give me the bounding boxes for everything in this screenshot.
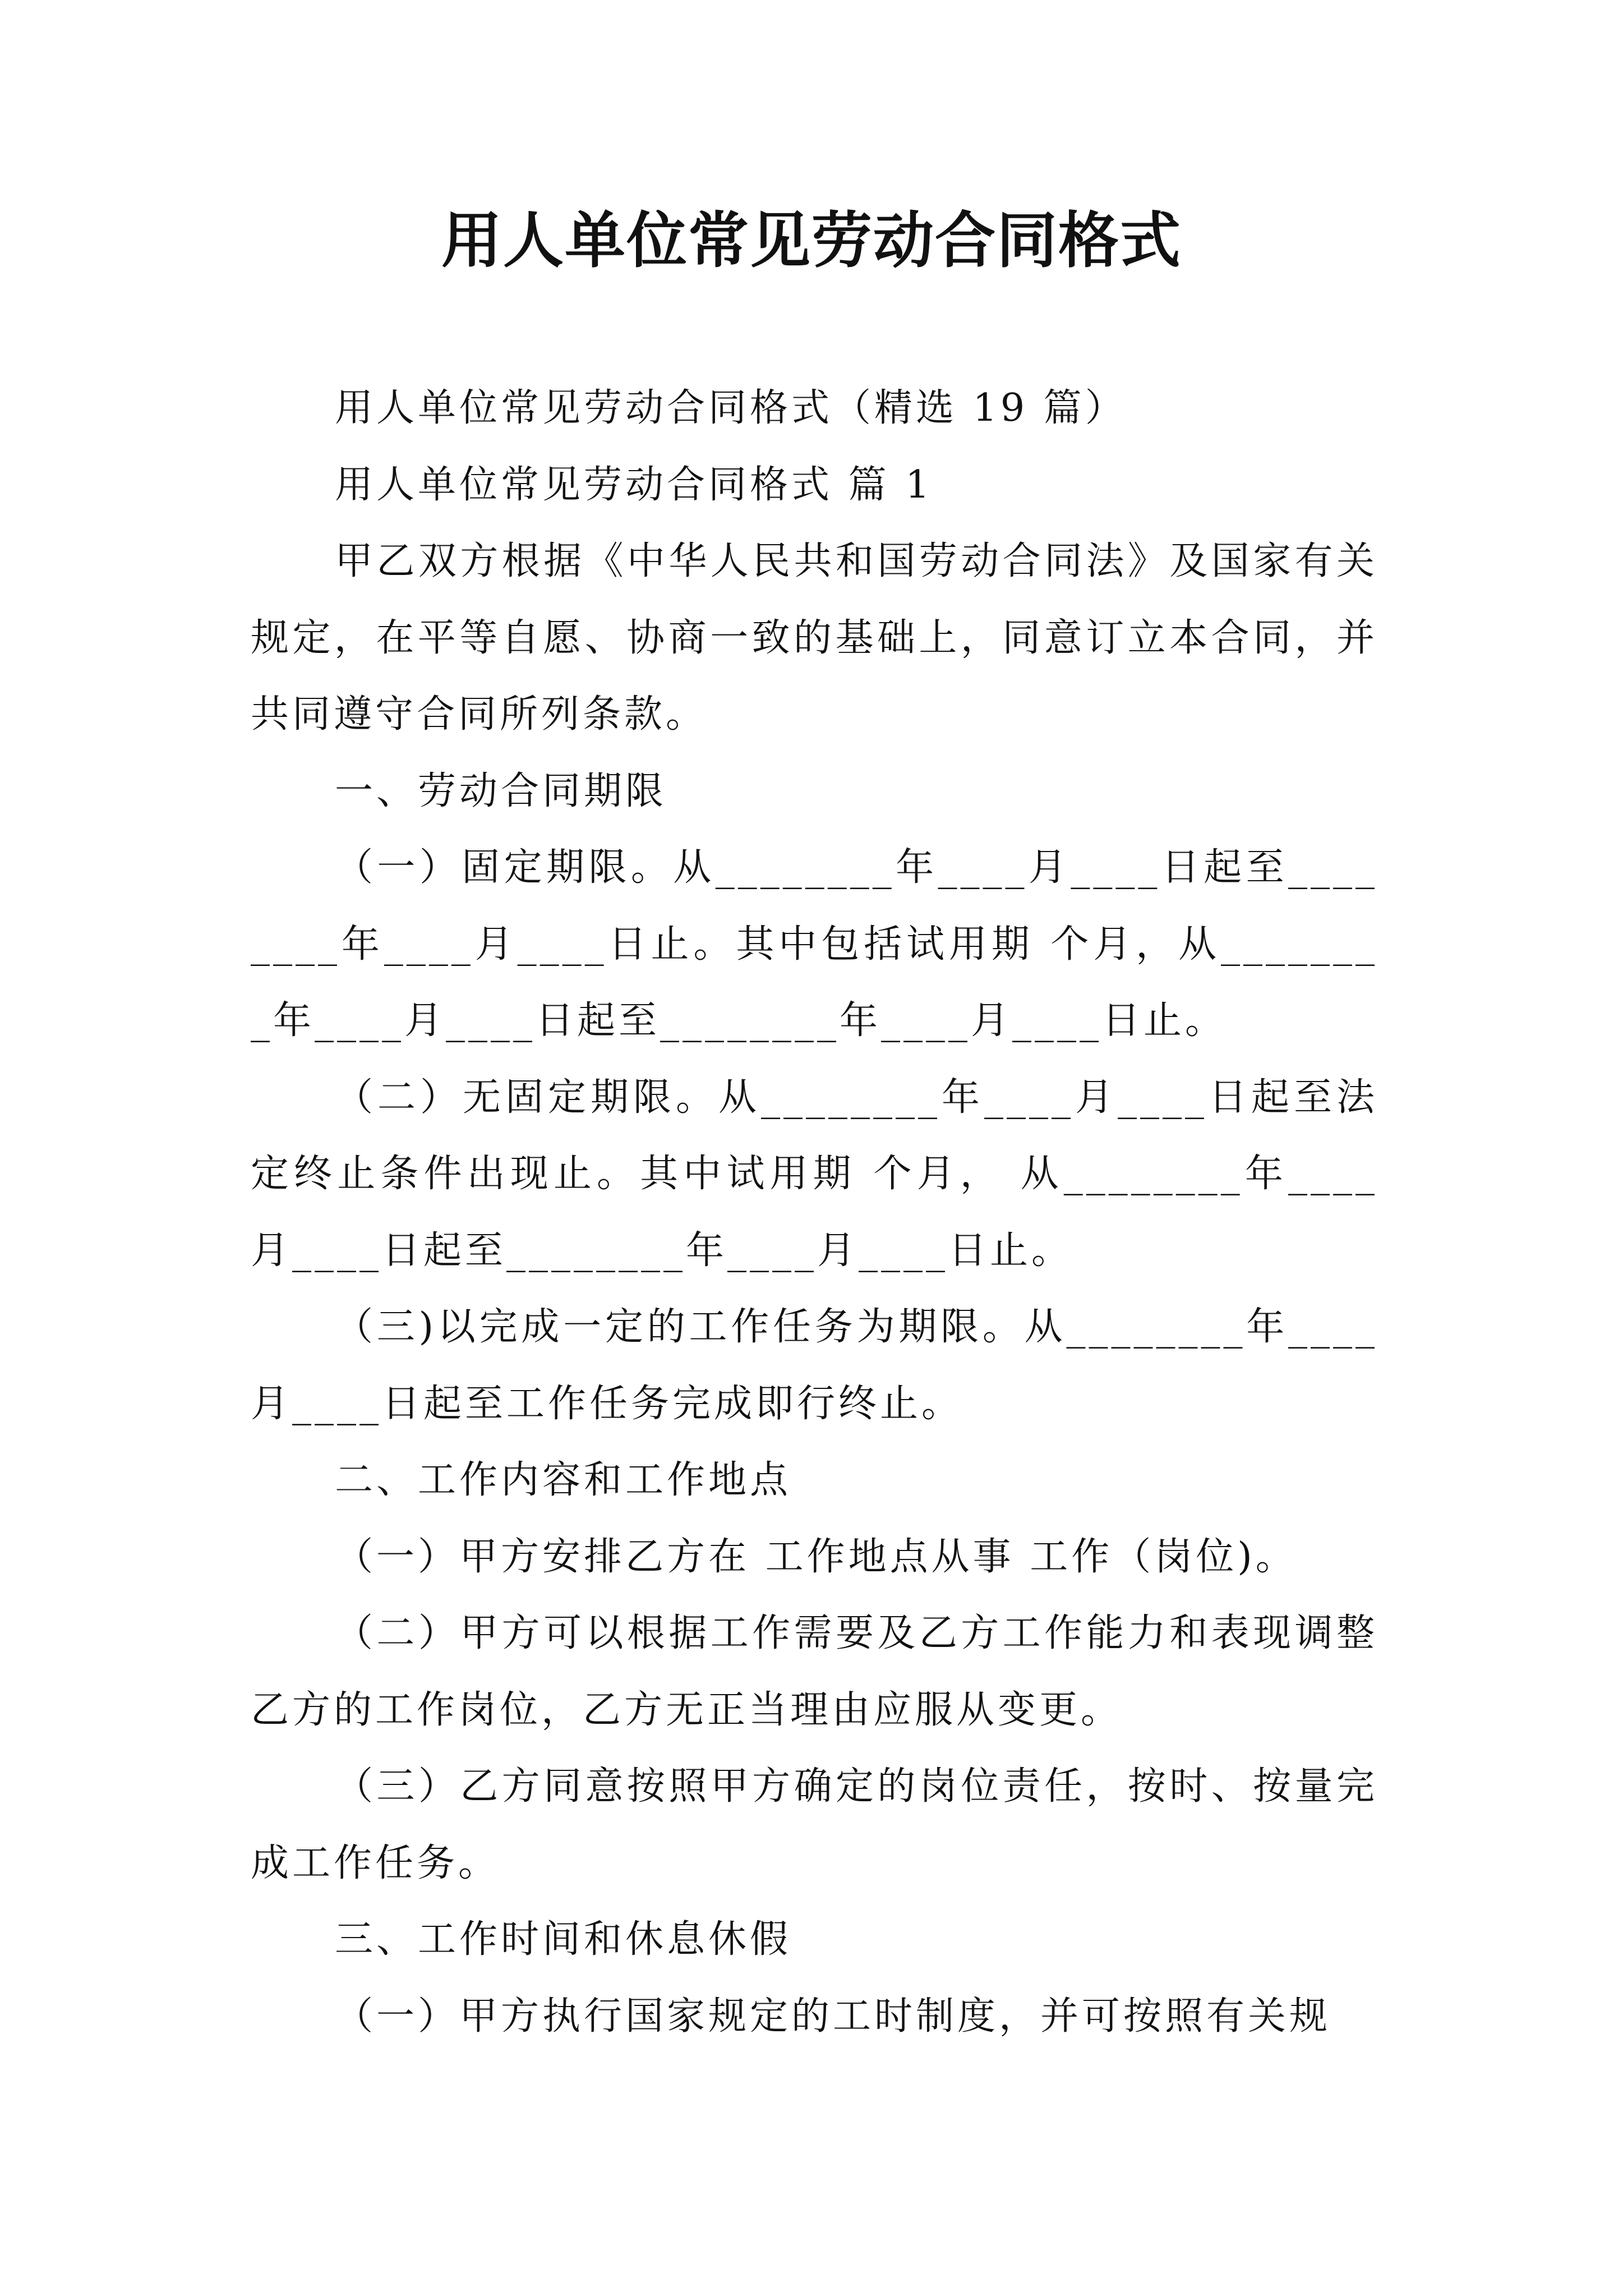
paragraph-working-hours-system: （一）甲方执行国家规定的工时制度，并可按照有关规 <box>335 1994 1331 2039</box>
document-body <box>251 370 1378 2055</box>
paragraph-open-ended-term: （二）无固定期限。从________年____月____日起至法定终止条件出现止。其中试用期 个月， 从________年____月____日起至________年____月____日止。 <box>251 1075 1378 1273</box>
paragraph-collection-heading: 用人单位常见劳动合同格式（精选 19 篇） <box>335 386 1127 430</box>
paragraph-fixed-term: （一）固定期限。从________年____月____日起至________年____月____日止。其中包括试用期 个月，从________年____月____日起至________年____月____日止。 <box>251 845 1378 1043</box>
paragraph-duty-completion: （三）乙方同意按照甲方确定的岗位责任，按时、按量完成工作任务。 <box>251 1764 1378 1885</box>
document-title: 用人单位常见劳动合同格式 <box>441 206 1182 276</box>
section-heading-working-hours: 三、工作时间和休息休假 <box>335 1917 792 1962</box>
section-heading-work-content: 二、工作内容和工作地点 <box>335 1458 792 1502</box>
section-heading-contract-term: 一、劳动合同期限 <box>335 769 667 813</box>
paragraph-preamble: 甲乙双方根据《中华人民共和国劳动合同法》及国家有关规定，在平等自愿、协商一致的基础上，同意订立本合同，并共同遵守合同所列条款。 <box>251 539 1378 737</box>
paragraph-task-based-term: （三)以完成一定的工作任务为期限。从________年____月____日起至工作任务完成即行终止。 <box>251 1305 1378 1426</box>
paragraph-position-adjustment: （二）甲方可以根据工作需要及乙方工作能力和表现调整乙方的工作岗位，乙方无正当理由应服从变更。 <box>251 1611 1378 1732</box>
paragraph-work-assignment: （一）甲方安排乙方在 工作地点从事 工作（岗位)。 <box>335 1534 1297 1579</box>
paragraph-article-heading: 用人单位常见劳动合同格式 篇 1 <box>335 462 933 507</box>
